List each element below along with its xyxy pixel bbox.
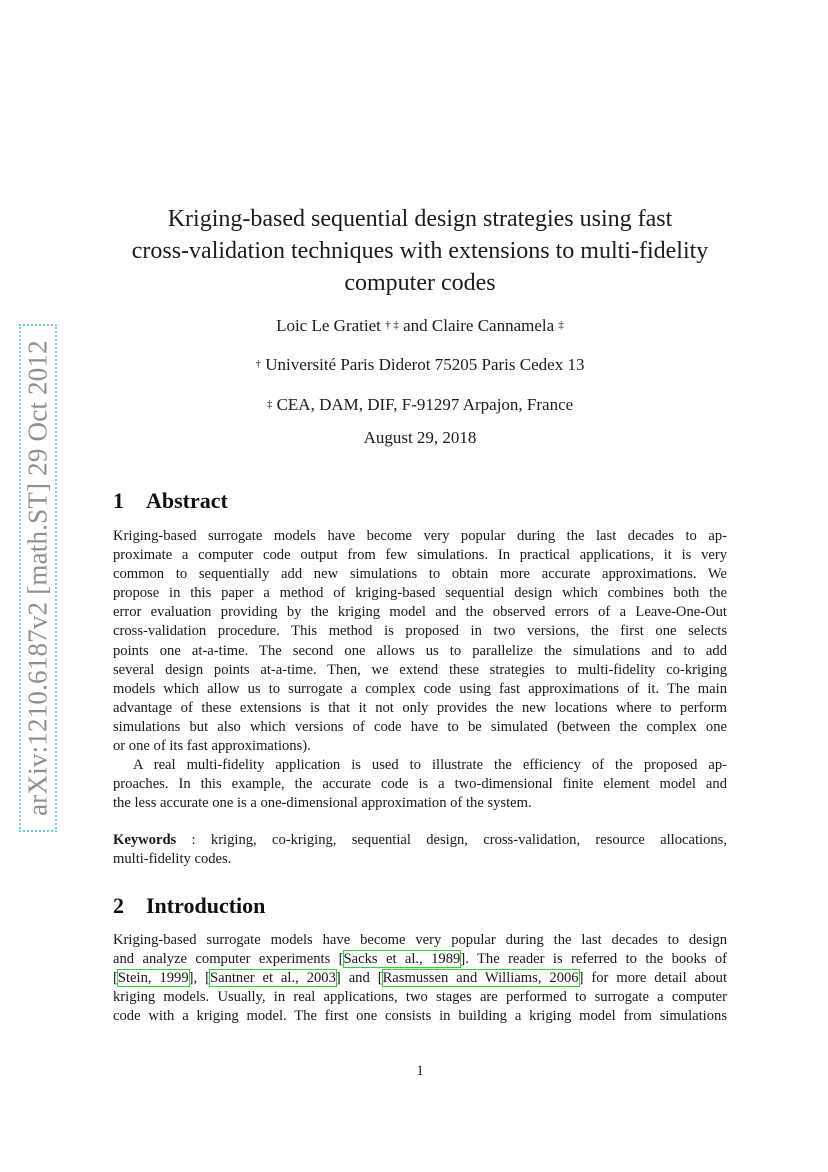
arxiv-identifier-stamp[interactable] bbox=[19, 324, 57, 832]
abstract-line: simulations but also which versions of code have to be simulated (between the complex one bbox=[113, 718, 727, 735]
citation-sacks-1989[interactable]: Sacks et al., 1989 bbox=[343, 951, 461, 968]
citation-santner-2003[interactable]: Santner et al., 2003 bbox=[209, 970, 336, 987]
abstract-line: the less accurate one is a one-dimensional approximation of the system. bbox=[113, 795, 532, 812]
abstract-line: points one at-a-time. The second one allows us to parallelize the simulations and to add bbox=[113, 642, 727, 659]
keywords-label: Keywords bbox=[113, 832, 177, 848]
introduction-line: Kriging-based surrogate models have become very popular during the last decades to design bbox=[113, 932, 727, 948]
citation-stein-1999[interactable]: Stein, 1999 bbox=[117, 970, 189, 987]
intro-text: for more detail about bbox=[583, 970, 728, 987]
section-title: Abstract bbox=[146, 488, 228, 513]
abstract-line: models which allow us to surrogate a complex code using fast approximations of it. The main bbox=[113, 680, 727, 697]
abstract-line: proaches. In this example, the accurate code is a two-dimensional finite element model and bbox=[113, 776, 727, 793]
keywords-line-2: multi-fidelity codes. bbox=[113, 851, 232, 868]
abstract-line: propose in this paper a method of kriging-based sequential design which combines both the bbox=[113, 585, 727, 602]
abstract-line: Kriging-based surrogate models have become very popular during the last decades to ap- bbox=[113, 528, 727, 544]
intro-text: . The reader is referred to the books of bbox=[465, 951, 727, 968]
abstract-line: common to sequentially add new simulations to obtain more accurate approximations. We bbox=[113, 566, 727, 583]
section-number: 1 bbox=[113, 488, 124, 513]
affiliation-1-text: Université Paris Diderot 75205 Paris Cedex 13 bbox=[265, 355, 585, 374]
affiliation-1 bbox=[110, 354, 730, 376]
page-number: 1 bbox=[416, 1063, 424, 1079]
keywords-list: : kriging, co-kriging, sequential design, cross-validation, resource allocations, bbox=[176, 832, 727, 848]
section-heading-introduction bbox=[113, 893, 265, 919]
introduction-line: kriging models. Usually, in real applications, two stages are performed to surrogate a computer bbox=[113, 989, 727, 1006]
abstract-line: A real multi-fidelity application is used to illustrate the efficiency of the proposed ap- bbox=[133, 757, 727, 773]
paper-title bbox=[110, 203, 730, 299]
abstract-line: advantage of these extensions is that it not only provides the new locations where to perform bbox=[113, 699, 727, 716]
title-line-1: Kriging-based sequential design strategies using fast bbox=[167, 206, 673, 232]
keywords-block bbox=[113, 831, 727, 869]
abstract-line: error evaluation providing by the kriging model and the observed errors of a Leave-One-Out bbox=[113, 604, 727, 621]
author-line bbox=[110, 315, 730, 337]
author-1-affiliation-marks: † ‡ bbox=[385, 319, 399, 331]
introduction-line: and analyze computer experiments [Sacks et al., 1989]. The reader is referred to the books of bbox=[113, 951, 727, 968]
introduction-line: [Stein, 1999], [Santner et al., 2003] and [Rasmussen and Williams, 2006] for more detail about bbox=[113, 970, 728, 987]
section-number: 2 bbox=[113, 893, 124, 918]
abstract-paragraph-1 bbox=[113, 527, 727, 756]
citation-rasmussen-williams-2006[interactable]: Rasmussen and Williams, 2006 bbox=[382, 970, 579, 987]
affiliation-2-mark: ‡ bbox=[266, 398, 273, 410]
abstract-line: or one of its fast approximations). bbox=[113, 738, 311, 755]
author-name-2: and Claire Cannamela bbox=[403, 316, 555, 335]
keywords-line-1 bbox=[113, 831, 727, 850]
author-name-1: Loic Le Gratiet bbox=[276, 316, 381, 335]
introduction-line: code with a kriging model. The first one consists in building a kriging model from simulations bbox=[113, 1008, 727, 1025]
section-heading-abstract bbox=[113, 488, 228, 514]
affiliation-2-text: CEA, DAM, DIF, F-91297 Arpajon, France bbox=[276, 395, 574, 414]
intro-text: and bbox=[340, 970, 378, 987]
abstract-line: proximate a computer code output from few simulations. In practical applications, it is very bbox=[113, 547, 727, 564]
title-line-3: computer codes bbox=[344, 270, 496, 296]
paper-date: August 29, 2018 bbox=[363, 428, 477, 447]
author-2-affiliation-mark: ‡ bbox=[558, 319, 564, 331]
arxiv-identifier-text: arXiv:1210.6187v2 [math.ST] 29 Oct 2012 bbox=[22, 340, 53, 816]
abstract-paragraph-2 bbox=[113, 756, 727, 813]
section-title: Introduction bbox=[146, 893, 266, 918]
title-line-2: cross-validation techniques with extensions to multi-fidelity bbox=[131, 238, 709, 264]
affiliation-1-mark: † bbox=[255, 358, 262, 370]
affiliation-2 bbox=[110, 394, 730, 416]
abstract-line: cross-validation procedure. This method is proposed in two versions, the first one selects bbox=[113, 623, 727, 640]
introduction-paragraph bbox=[113, 931, 727, 1026]
abstract-line: several design points at-a-time. Then, we extend these strategies to multi-fidelity co-kriging bbox=[113, 661, 727, 678]
intro-text: and analyze computer experiments bbox=[113, 951, 339, 968]
intro-text: , bbox=[193, 970, 206, 987]
